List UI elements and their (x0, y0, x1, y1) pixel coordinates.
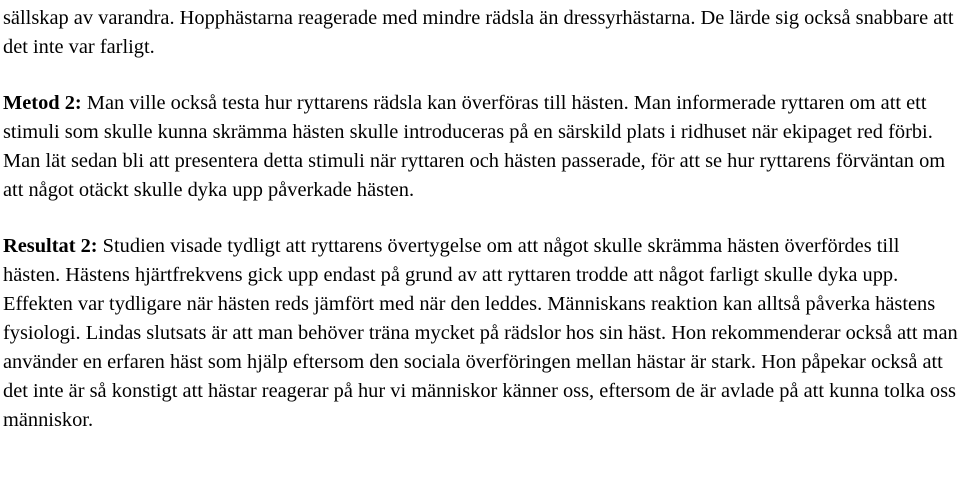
result-text: Studien visade tydligt att ryttarens övertygelse om att något skulle skrämma hästen överfördes till hästen. Hästens hjärtfrekvens gick upp endast på grund av att ryttaren trodde att något farligt skulle dyka upp. Effekten var tydligare när hästen reds jämfört med när den leddes. Människans reaktion kan alltså påverka hästens fysiologi. Lindas slutsats är att man behöver träna mycket på rädslor hos sin häst. Hon rekommenderar också att man använder en erfaren häst som hjälp eftersom den sociala överföringen mellan hästar är stark. Hon påpekar också att det inte är så konstigt att hästar reagerar på hur vi människor känner oss, eftersom de är avlade på att kunna tolka oss människor. (3, 235, 958, 431)
paragraph-gap (3, 205, 960, 233)
method-label: Metod 2: (3, 92, 82, 115)
result-label: Resultat 2: (3, 235, 98, 258)
intro-text: sällskap av varandra. Hopphästarna reagerade med mindre rädsla än dressyrhästarna. De lärde sig också snabbare att det inte var farligt. (3, 7, 954, 58)
result-paragraph (3, 232, 960, 434)
method-text: Man ville också testa hur ryttarens rädsla kan överföras till hästen. Man informerade ryttaren om att ett stimuli som skulle kunna skrämma hästen skulle introduceras på en särskild plats i ridhuset när ekipaget red förbi. Man lät sedan bli att presentera detta stimuli när ryttaren och hästen passerade, för att se hur ryttarens förväntan om att något otäckt skulle dyka upp påverkade hästen. (3, 92, 946, 202)
paragraph-gap (3, 62, 960, 90)
intro-paragraph (3, 4, 960, 62)
method-paragraph (3, 89, 960, 205)
